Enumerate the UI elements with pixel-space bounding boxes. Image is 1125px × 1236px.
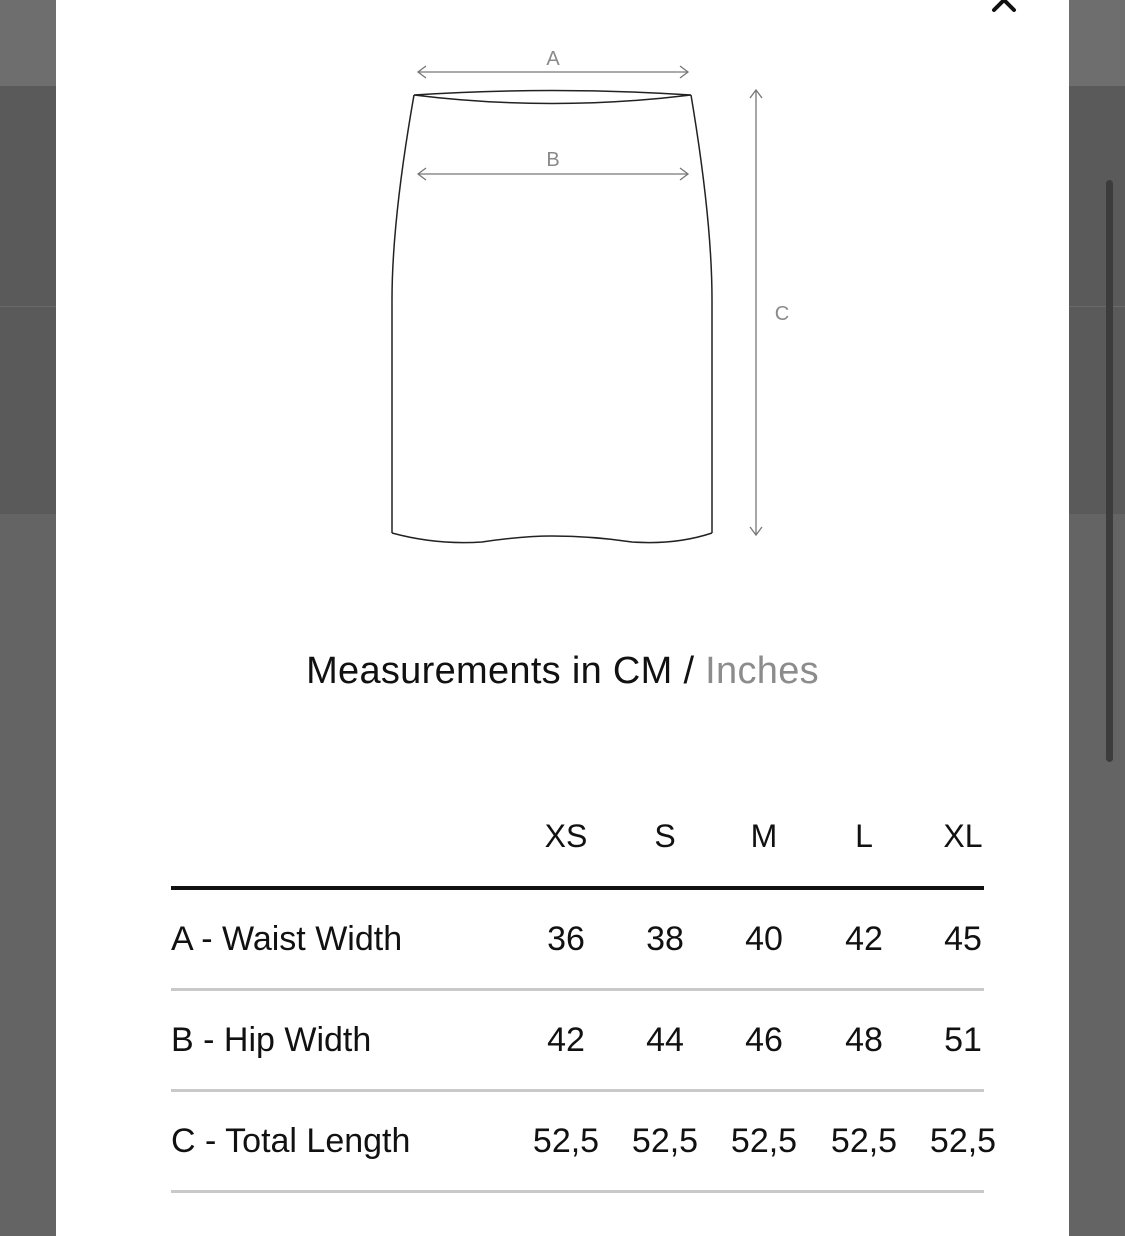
unit-separator: /: [672, 650, 706, 692]
heading-prefix: Measurements in: [306, 650, 613, 692]
value-waist-m: 40: [745, 920, 783, 958]
page-scrollbar[interactable]: [1106, 180, 1113, 762]
value-hip-xl: 51: [944, 1021, 982, 1059]
label-c: C: [774, 303, 790, 325]
length-arrow: [750, 90, 762, 535]
value-hip-s: 44: [646, 1021, 684, 1059]
measurements-heading: [56, 650, 1069, 693]
size-table: [171, 810, 997, 1193]
size-header-l: L: [855, 818, 873, 854]
value-waist-xl: 45: [944, 920, 982, 958]
size-header-m: M: [750, 818, 778, 854]
background-divider-left: [0, 306, 56, 307]
background-page-band-right: [1069, 86, 1125, 514]
size-header-xs: XS: [544, 818, 588, 854]
value-hip-l: 48: [845, 1021, 883, 1059]
background-divider-right: [1069, 306, 1125, 307]
background-page-band-left: [0, 86, 56, 514]
value-waist-l: 42: [845, 920, 883, 958]
value-length-s: 52,5: [631, 1122, 699, 1160]
value-hip-xs: 42: [547, 1021, 585, 1059]
size-header-s: S: [654, 818, 676, 854]
unit-inches-toggle[interactable]: Inches: [705, 650, 819, 692]
row-label-waist: A - Waist Width: [171, 920, 403, 958]
background-page-header-right: [1069, 0, 1125, 86]
table-row-waist: [171, 890, 984, 991]
table-row-hip: [171, 991, 984, 1092]
size-header-row: [171, 810, 984, 886]
value-length-l: 52,5: [830, 1122, 898, 1160]
row-label-hip: B - Hip Width: [171, 1021, 372, 1059]
value-length-xs: 52,5: [532, 1122, 600, 1160]
row-label-length: C - Total Length: [171, 1122, 411, 1160]
value-length-xl: 52,5: [929, 1122, 997, 1160]
size-header-xl: XL: [943, 818, 983, 854]
value-hip-m: 46: [745, 1021, 783, 1059]
unit-cm-toggle[interactable]: CM: [612, 650, 673, 692]
value-waist-s: 38: [646, 920, 684, 958]
skirt-measurement-diagram: [56, 0, 1069, 600]
label-a: A: [546, 48, 560, 70]
background-page-header-left: [0, 0, 56, 86]
value-length-m: 52,5: [730, 1122, 798, 1160]
label-b: B: [546, 149, 560, 171]
value-waist-xs: 36: [547, 920, 585, 958]
size-guide-modal: [56, 0, 1069, 1236]
table-row-length: [171, 1092, 997, 1193]
